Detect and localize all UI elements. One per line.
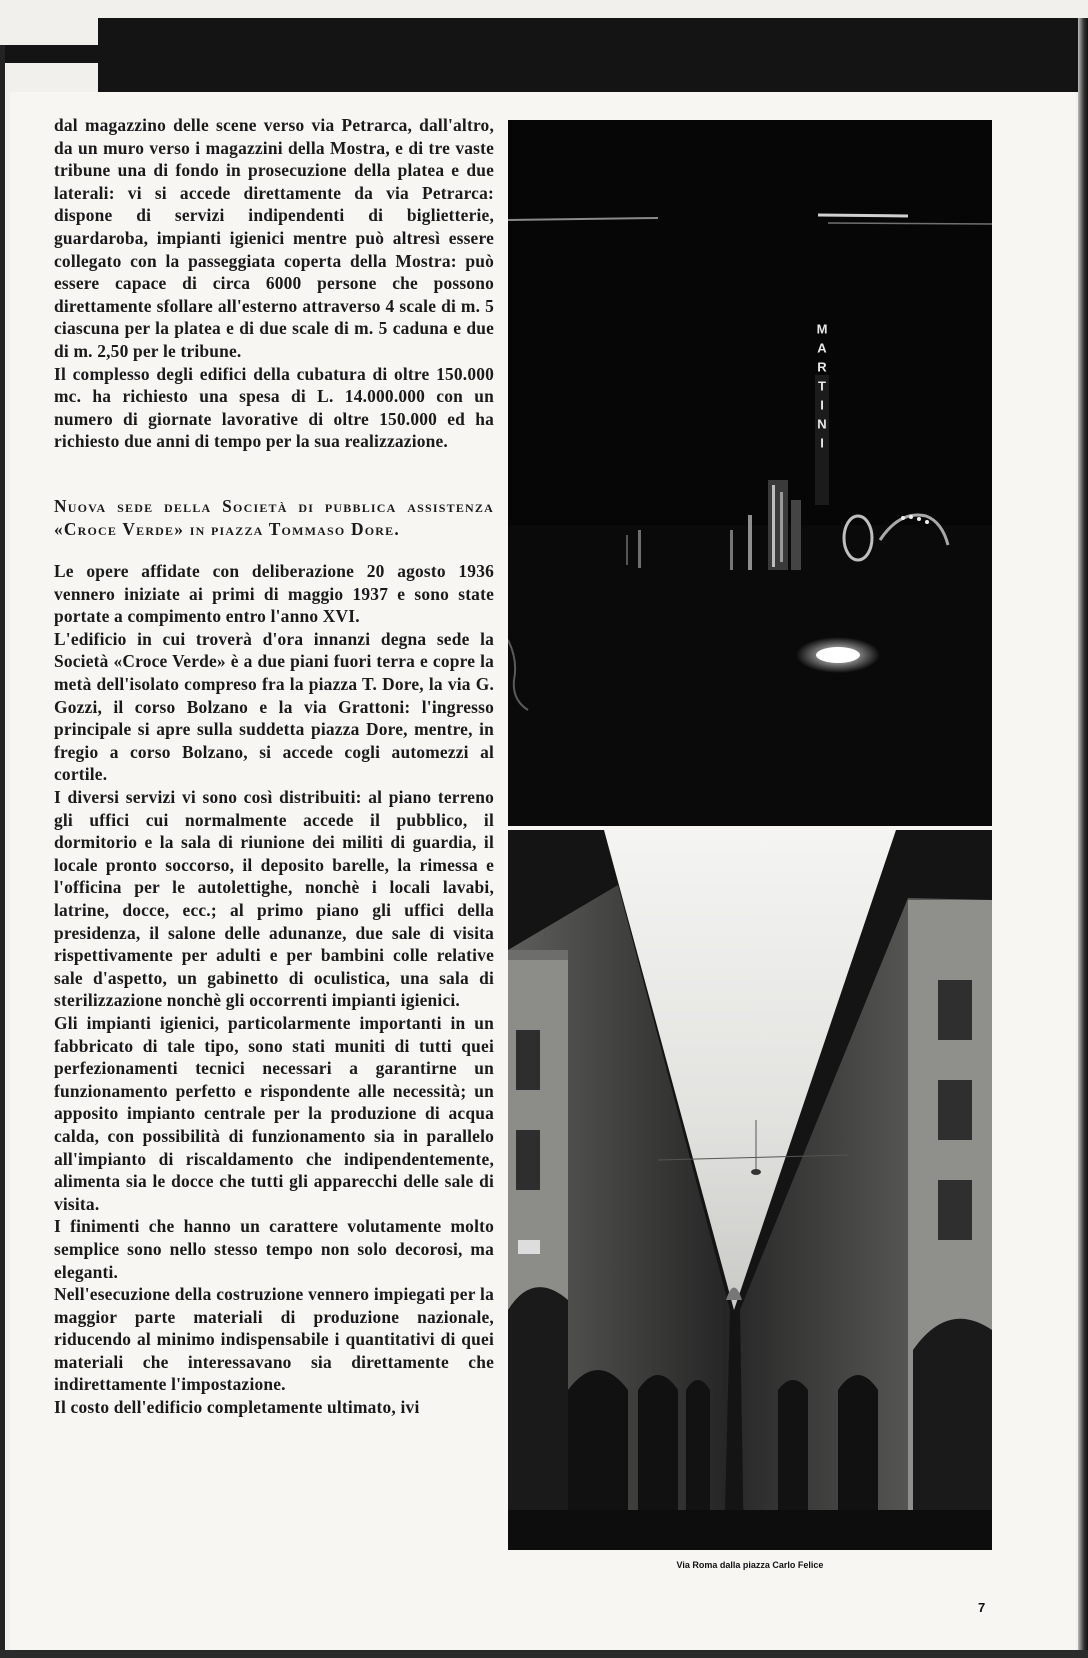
page-number: 7: [978, 1600, 986, 1615]
article-text-column: [54, 114, 494, 1419]
scan-left-border: [0, 45, 5, 1658]
article-paragraph: Il costo dell'edificio completamente ultimato, ivi: [54, 1397, 420, 1418]
scan-top-left-border: [0, 45, 98, 63]
magazine-page: [10, 92, 1076, 1650]
section-heading: Nuova sede della Società di pubblica assistenza «Croce Verde» in piazza Tommaso Dore.: [54, 495, 494, 539]
article-paragraph: Nell'esecuzione della costruzione vennero impiegati per la maggior parte materiali di produzione nazionale, riducendo al minimo indispensabile i quantitativi di quei materiali che interessavano sia direttamente che indirettamente l'impostazione.: [54, 1284, 494, 1395]
illuminated-sign: MARTINI: [814, 321, 830, 455]
scan-right-border: [1078, 18, 1088, 1658]
article-paragraph: Il complesso degli edifici della cubatura di oltre 150.000 mc. ha richiesto una spesa di L. 14.000.000 con un numero di giornate lavorative di oltre 150.000 ed ha richiesto due anni di tempo per la sua realizzazione.: [54, 363, 494, 452]
article-paragraph: I finimenti che hanno un carattere volutamente molto semplice sono nello stesso tempo non solo decorosi, ma eleganti.: [54, 1216, 494, 1282]
article-paragraph: I diversi servizi vi sono così distribuiti: al piano terreno gli uffici cui normalmente accede il pubblico, il dormitorio e la sala di riunione dei militi di guardia, il locale pronto soccorso, il deposito barelle, la rimessa e l'officina per le autolettighe, nonchè i locali lavabi, latrine, docce, ecc.; al primo piano gli uffici della presidenza, il salone delle adunanze, due sale di visita rispettivamente per adulti e per bambini colle relative sale d'aspetto, un gabinetto di oculistica, una sala di sterilizzazione nonchè gli occorrenti impianti igienici.: [54, 787, 494, 1011]
scan-bottom-border: [0, 1650, 1088, 1658]
night-street-photo-art: [508, 120, 992, 826]
article-paragraph: Le opere affidate con deliberazione 20 agosto 1936 vennero iniziate ai primi di maggio 1937 e sono state portate a compimento entro l'anno XVI.: [54, 561, 494, 627]
night-street-photo: [508, 120, 992, 826]
scan-top-border: [98, 18, 1088, 92]
photo-caption: Via Roma dalla piazza Carlo Felice: [676, 1560, 824, 1570]
article-paragraph: L'edificio in cui troverà d'ora innanzi degna sede la Società «Croce Verde» è a due piani fuori terra e copre la metà dell'isolato compreso fra la piazza T. Dore, la via G. Gozzi, il corso Bolzano e la via Grattoni: l'ingresso principale si apre sulla suddetta piazza Dore, mentre, in fregio a corso Bolzano, si accede cogli automezzi al cortile.: [54, 628, 494, 785]
article-paragraph: Gli impianti igienici, particolarmente importanti in un fabbricato di tale tipo, sono stati muniti di tutti quei perfezionamenti tecnici necessari a garantirne un funzionamento perfetto e rispondente alle necessità; un apposito impianto centrale per la produzione di acqua calda, con possibilità di funzionamento sia in parallelo all'impianto di riscaldamento che indipendentemente, alimenta sia le docce che tutti gli apparecchi delle sale di visita.: [54, 1012, 494, 1214]
via-roma-photo-art: [508, 830, 992, 1550]
article-paragraph: dal magazzino delle scene verso via Petrarca, dall'altro, da un muro verso i magazzini della Mostra, e di tre vaste tribune una di fondo in prosecuzione della platea e due laterali: vi si accede direttamente da via Petrarca: dispone di servizi indipendenti di biglietterie, guardaroba, impianti igienici mentre può altresì essere collegato con la passeggiata coperta della Mostra: può essere capace di circa 6000 persone che possono direttamente sfollare all'esterno attraverso 4 scale di m. 5 ciascuna per la platea e di due scale di m. 5 caduna e due di m. 2,50 per le tribune.: [54, 115, 494, 361]
via-roma-photo: [508, 830, 992, 1550]
